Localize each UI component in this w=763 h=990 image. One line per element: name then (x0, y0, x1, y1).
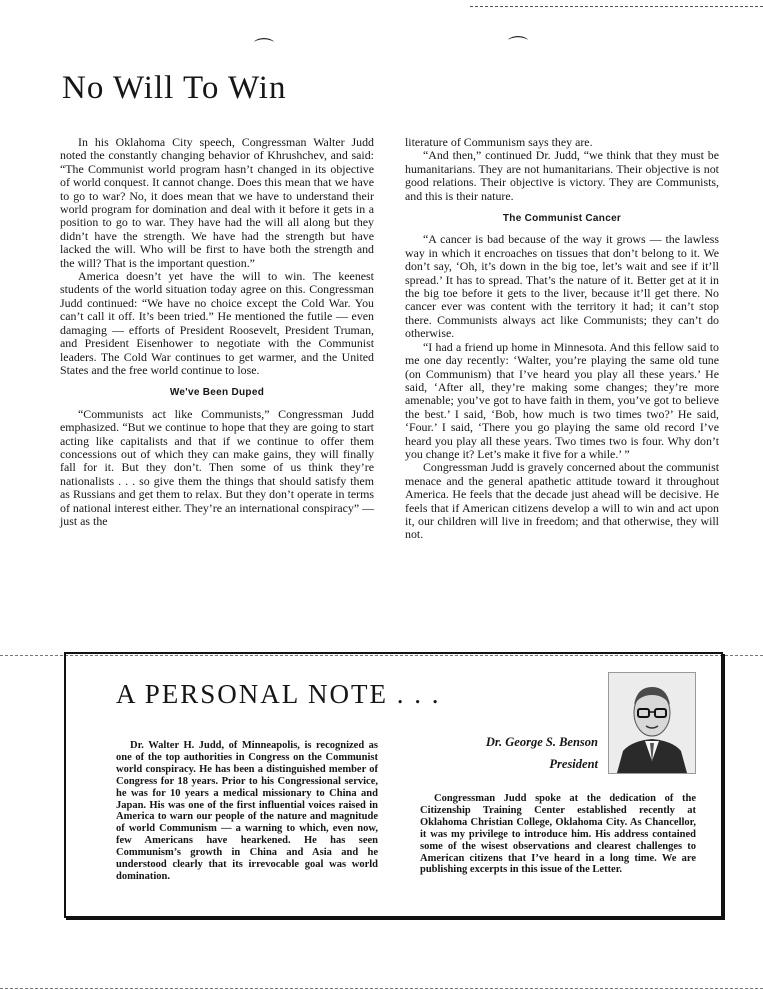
subheading-duped: We've Been Duped (169, 387, 265, 399)
article-paragraph: “I had a friend up home in Minnesota. And this fellow said to me one day recently: ‘Walter, you’re playing the same old tune (on Communism) that I’ve heard you play all these years.’ He said, ‘After all, they’re making some changes; they’re more amenable; you’ve got to have faith in them, you’ve got to believe the best.’ I said, ‘Bob, how much is two times two?’ He said, ‘Four.’ I said, ‘There you go playing the same old record I’ve heard you play all these years. Two times two is four. Why don’t you change it? Let’s make it five for a while.’ ” (405, 339, 719, 461)
portrait-photo (608, 672, 696, 774)
top-dashed-rule (470, 6, 763, 7)
personal-note-box (64, 652, 723, 918)
article-paragraph: literature of Communism says they are. (405, 135, 593, 149)
portrait-illustration (609, 673, 695, 773)
binding-mark-left: ⌒ (254, 38, 274, 60)
article-paragraph: America doesn’t yet have the will to win. The keenest students of the world situation today agree on this. Congressman Judd continued: “We have no choice except the Cold War. You can’t call it off. It’s been tried.” He mentioned the futile — even damaging — efforts of President Roosevelt, President Truman, and President Eisenhower to negotiate with the Communist leaders. The Cold War continues to get warmer, and the United States and the free world continue to lose. (60, 269, 374, 377)
personal-note-title: A PERSONAL NOTE . . . (116, 679, 441, 709)
article-column-right (405, 136, 719, 542)
article-column-left (60, 136, 374, 528)
bottom-dashed-rule (0, 988, 763, 989)
article-paragraph: “And then,” continued Dr. Judd, “we think that they must be humanitarians. They are not humanitarians. Their objective is not good relations. Their objective is victory. They are Communists, and this is their nature. (405, 148, 719, 203)
article-paragraph: In his Oklahoma City speech, Congressman Walter Judd noted the constantly changing behavior of Khrushchev, and said: “The Communist world program hasn’t changed in its objective of world conquest. It cannot change. Does this mean that we have to go to war? No, it does mean that we have to understand their world program for domination and deal with it before it gets in a position to go to war. They have had the will all along but they didn’t have the strength. We have had the strength but have lacked the will. Who will be first to have both the strength and the will? That is the important question.” (60, 135, 374, 270)
subheading-cancer: The Communist Cancer (502, 213, 622, 225)
personal-note-bio: Dr. Walter H. Judd, of Minneapolis, is recognized as one of the top authorities in Congress on the Communist world conspiracy. He has been a distinguished member of Congress for 18 years. Prior to his Congressional service, he was for 10 years a medical missionary to China and Japan. His was one of the first influential voices raised in America to warn our people of the nature and magnitude of world Communism — a warning to which, even now, few Americans have hearkened. He has seen Communism’s growth in China and Asia and he understood clearly that its irrevocable goal was world domination. (116, 740, 378, 882)
article-paragraph: Congressman Judd is gravely concerned about the communist menace and the general apathetic attitude toward it throughout America. He feels that the decade just ahead will be decisive. He feels that if American citizens develop a will to win and act upon it, our children will live in freedom; and that otherwise, they will not. (405, 460, 719, 542)
signature-title: President (549, 757, 598, 771)
signature-name: Dr. George S. Benson (485, 735, 598, 749)
binding-mark-right: ⌒ (508, 36, 528, 58)
signature-block (458, 731, 598, 775)
personal-note-remarks: Congressman Judd spoke at the dedication of the Citizenship Training Center established recently at Oklahoma Christian College, Oklahoma City. As Chancellor, it was my privilege to introduce him. His address contained some of the wisest observations and clearest challenges to American citizens that I’ve heard in a long time. We are publishing excerpts in this issue of the Letter. (420, 793, 696, 876)
article-paragraph: “A cancer is bad because of the way it grows — the lawless way in which it encroaches on tissues that don’t belong to it. We don’t say, ‘Oh, it’s down in the big toe, let’s wait and see if it’ll spread.’ It has to spread. That’s the nature of it. Better get at it in the big toe before it gets to the liver, because it’ll get there. No cancer ever was content with the territory it had; it can’t stop there. Communists always act like Communists; they can’t do otherwise. (405, 232, 719, 341)
article-paragraph: “Communists act like Communists,” Congressman Judd emphasized. “But we continue to hope that they are going to start acting like capitalists and that if we continue to offer them concessions out of which they can make gains, they will finally fall for it. But they don’t. Then some of us think they’re nationalists . . . so give them the things that should satisfy them as Russians and get them to relax. But they don’t operate in terms of national interest either. They’re an international conspiracy” — just as the (60, 406, 374, 528)
article-title: No Will To Win (62, 70, 287, 106)
